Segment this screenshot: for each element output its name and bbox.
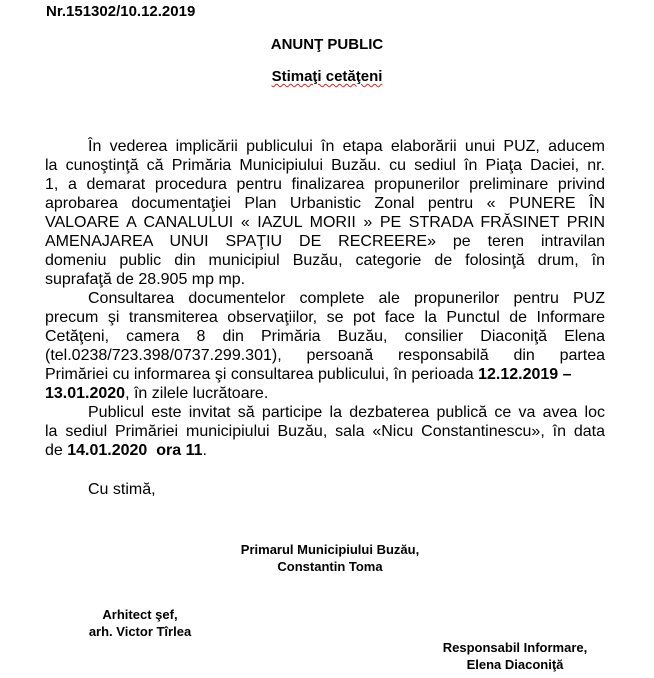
body-line: 1, a demarat procedura pentru finalizarea propunerilor preliminare privind [45,176,605,193]
body-line: la sediul Primăriei municipiului Buzău, sala «Nicu Constantinescu», în data [45,423,605,440]
body-line [45,441,605,460]
body-line-text: , în zilele lucrătoare. [125,385,269,402]
body-line: suprafaţă de 28.905 mp mp. [45,271,246,288]
debate-date: 14.01.2020 [67,442,148,459]
mayor-name: Constantin Toma [277,559,383,574]
info-name: Elena Diaconiţă [466,657,564,672]
architect-title: Arhitect şef, [102,607,178,622]
period-start: 12.12.2019 – [478,366,572,383]
body-line [45,365,605,384]
body-line-text: . [202,442,207,459]
body-line: Publicul este invitat să participe la dezbaterea publică ce va avea loc [88,404,605,421]
body-line: aprobarea documentaţiei Plan Urbanistic Zonal pentru « PUNERE ÎN [45,195,605,212]
body-line [45,384,605,403]
body-line: domeniu public din municipiul Buzău, categorie de folosinţă drum, în [45,252,605,269]
body-line: VALOARE A CANALULUI « IAZUL MORII » PE STRADA FRĂSINET PRIN [45,214,605,231]
architect-name: arh. Victor Tîrlea [88,624,192,639]
architect-signature [70,606,210,640]
announcement-title: ANUNŢ PUBLIC [270,36,384,53]
mayor-title: Primarul Municipiului Buzău, [240,542,420,557]
greeting [0,68,654,85]
mayor-signature [220,541,440,575]
document-number: Nr.151302/10.12.2019 [46,3,196,20]
info-signature [420,639,610,673]
body-line: precum şi transmiterea observaţiilor, se pot face la Punctul de Informare [45,309,605,326]
closing: Cu stimă, [88,481,156,498]
info-title: Responsabil Informare, [442,640,588,655]
body-line: În vederea implicării publicului în etapa elaborării unui PUZ, aducem [88,138,605,155]
body-line-text: Primăriei cu informarea şi consultarea publicului, în perioada [45,366,479,383]
period-end: 13.01.2020 [45,385,126,402]
body-line: (tel.0238/723.398/0737.299.301), persoană responsabilă din partea [45,347,605,364]
greeting-text: Stimaţi cetăţeni [271,68,383,85]
body-line: AMENAJAREA UNUI SPAŢIU DE RECREERE» pe teren intravilan [45,233,605,250]
body-line: la cunoştinţă că Primăria Municipiului Buzău. cu sediul în Piaţa Daciei, nr. [45,157,605,174]
body-line: Cetăţeni, camera 8 din Primăria Buzău, consilier Diaconiţă Elena [45,328,605,345]
body-line-text: de [45,442,68,459]
debate-time: ora 11 [156,442,203,459]
body-line: Consultarea documentelor complete ale propunerilor pentru PUZ [88,290,605,307]
